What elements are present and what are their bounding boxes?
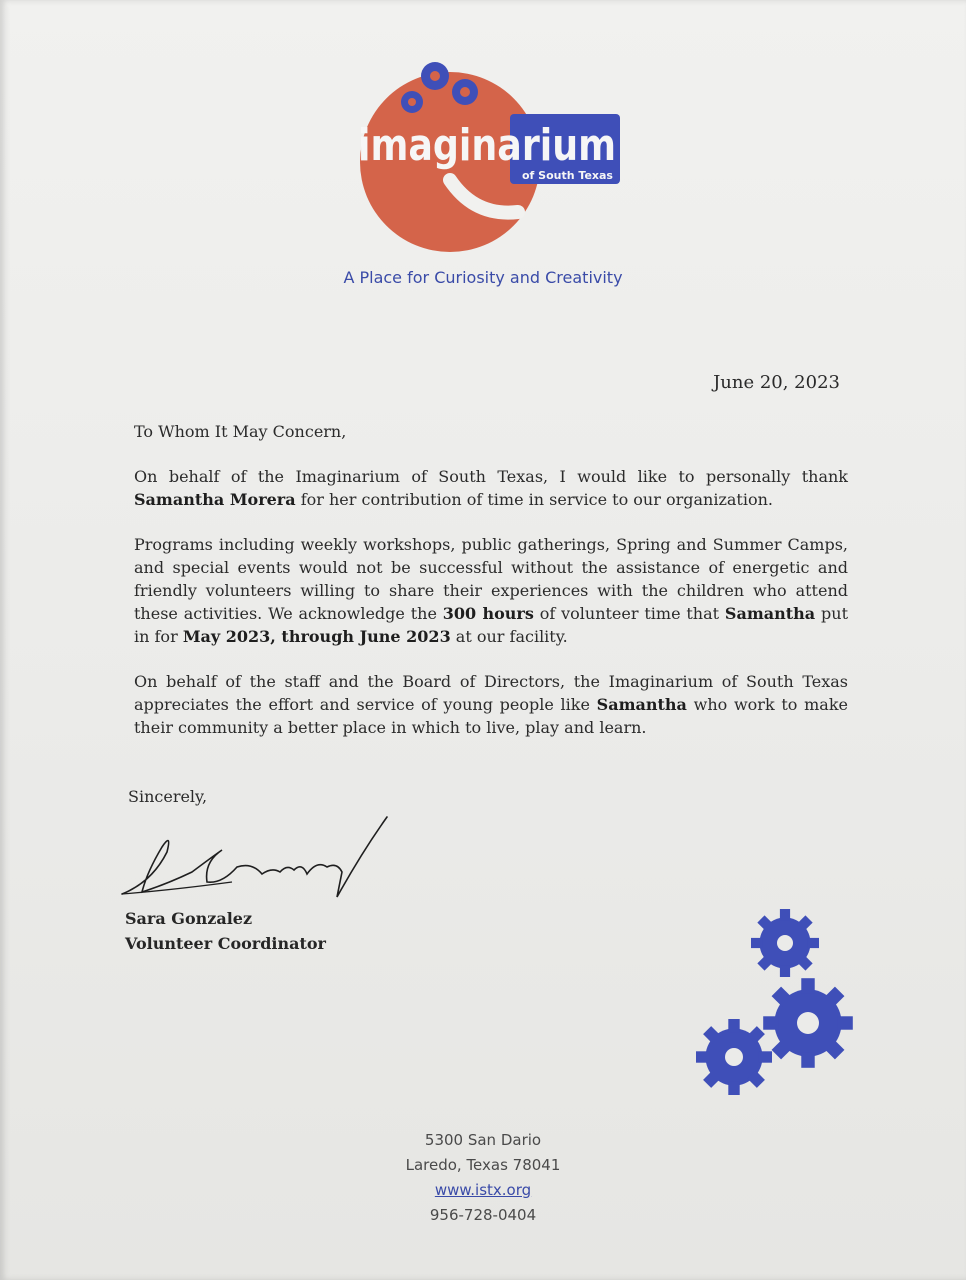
- letter-date: June 20, 2023: [713, 372, 840, 393]
- footer-address: [0, 1128, 966, 1228]
- signer-block: [125, 906, 326, 956]
- service-period: May 2023, through June 2023: [182, 627, 451, 646]
- gears-icon: [690, 905, 860, 1100]
- paragraph-3: On behalf of the staff and the Board of Directors, the Imaginarium of South Texas appreciates the effort and service of young people like Samantha who work to make their community a better place in which to live, play and learn.: [134, 672, 849, 737]
- paragraph-2: Programs including weekly workshops, public gatherings, Spring and Summer Camps, and special events would not be successful without the assistance of energetic and friendly volunteers willing to share their experiences with the children who attend these activities. We acknowledge the 300 hours of volunteer time that Samantha put in for May 2023, through June 2023 at our facility.: [134, 535, 848, 646]
- paragraph-1: On behalf of the Imaginarium of South Texas, I would like to personally thank Samantha Morera for her contribution of time in service to our organization.: [134, 467, 848, 509]
- salutation: To Whom It May Concern,: [134, 422, 347, 441]
- closing: Sincerely,: [128, 787, 208, 806]
- imaginarium-logo: [350, 52, 630, 252]
- logo-subtitle: of South Texas: [522, 169, 613, 182]
- footer-street: 5300 San Dario: [424, 1131, 542, 1149]
- footer-city: Laredo, Texas 78041: [405, 1156, 561, 1174]
- signer-name: Sara Gonzalez: [125, 909, 253, 928]
- tagline: A Place for Curiosity and Creativity: [343, 268, 623, 287]
- letter-body: [134, 420, 848, 761]
- volunteer-name: Samantha Morera: [134, 490, 296, 509]
- footer-website-link[interactable]: www.istx.org: [434, 1181, 532, 1199]
- signature: [112, 812, 402, 912]
- logo-wordmark: imaginarium: [358, 120, 616, 171]
- footer-phone: 956-728-0404: [429, 1206, 537, 1224]
- signer-title: Volunteer Coordinator: [125, 934, 326, 953]
- hours-count: 300 hours: [442, 604, 534, 623]
